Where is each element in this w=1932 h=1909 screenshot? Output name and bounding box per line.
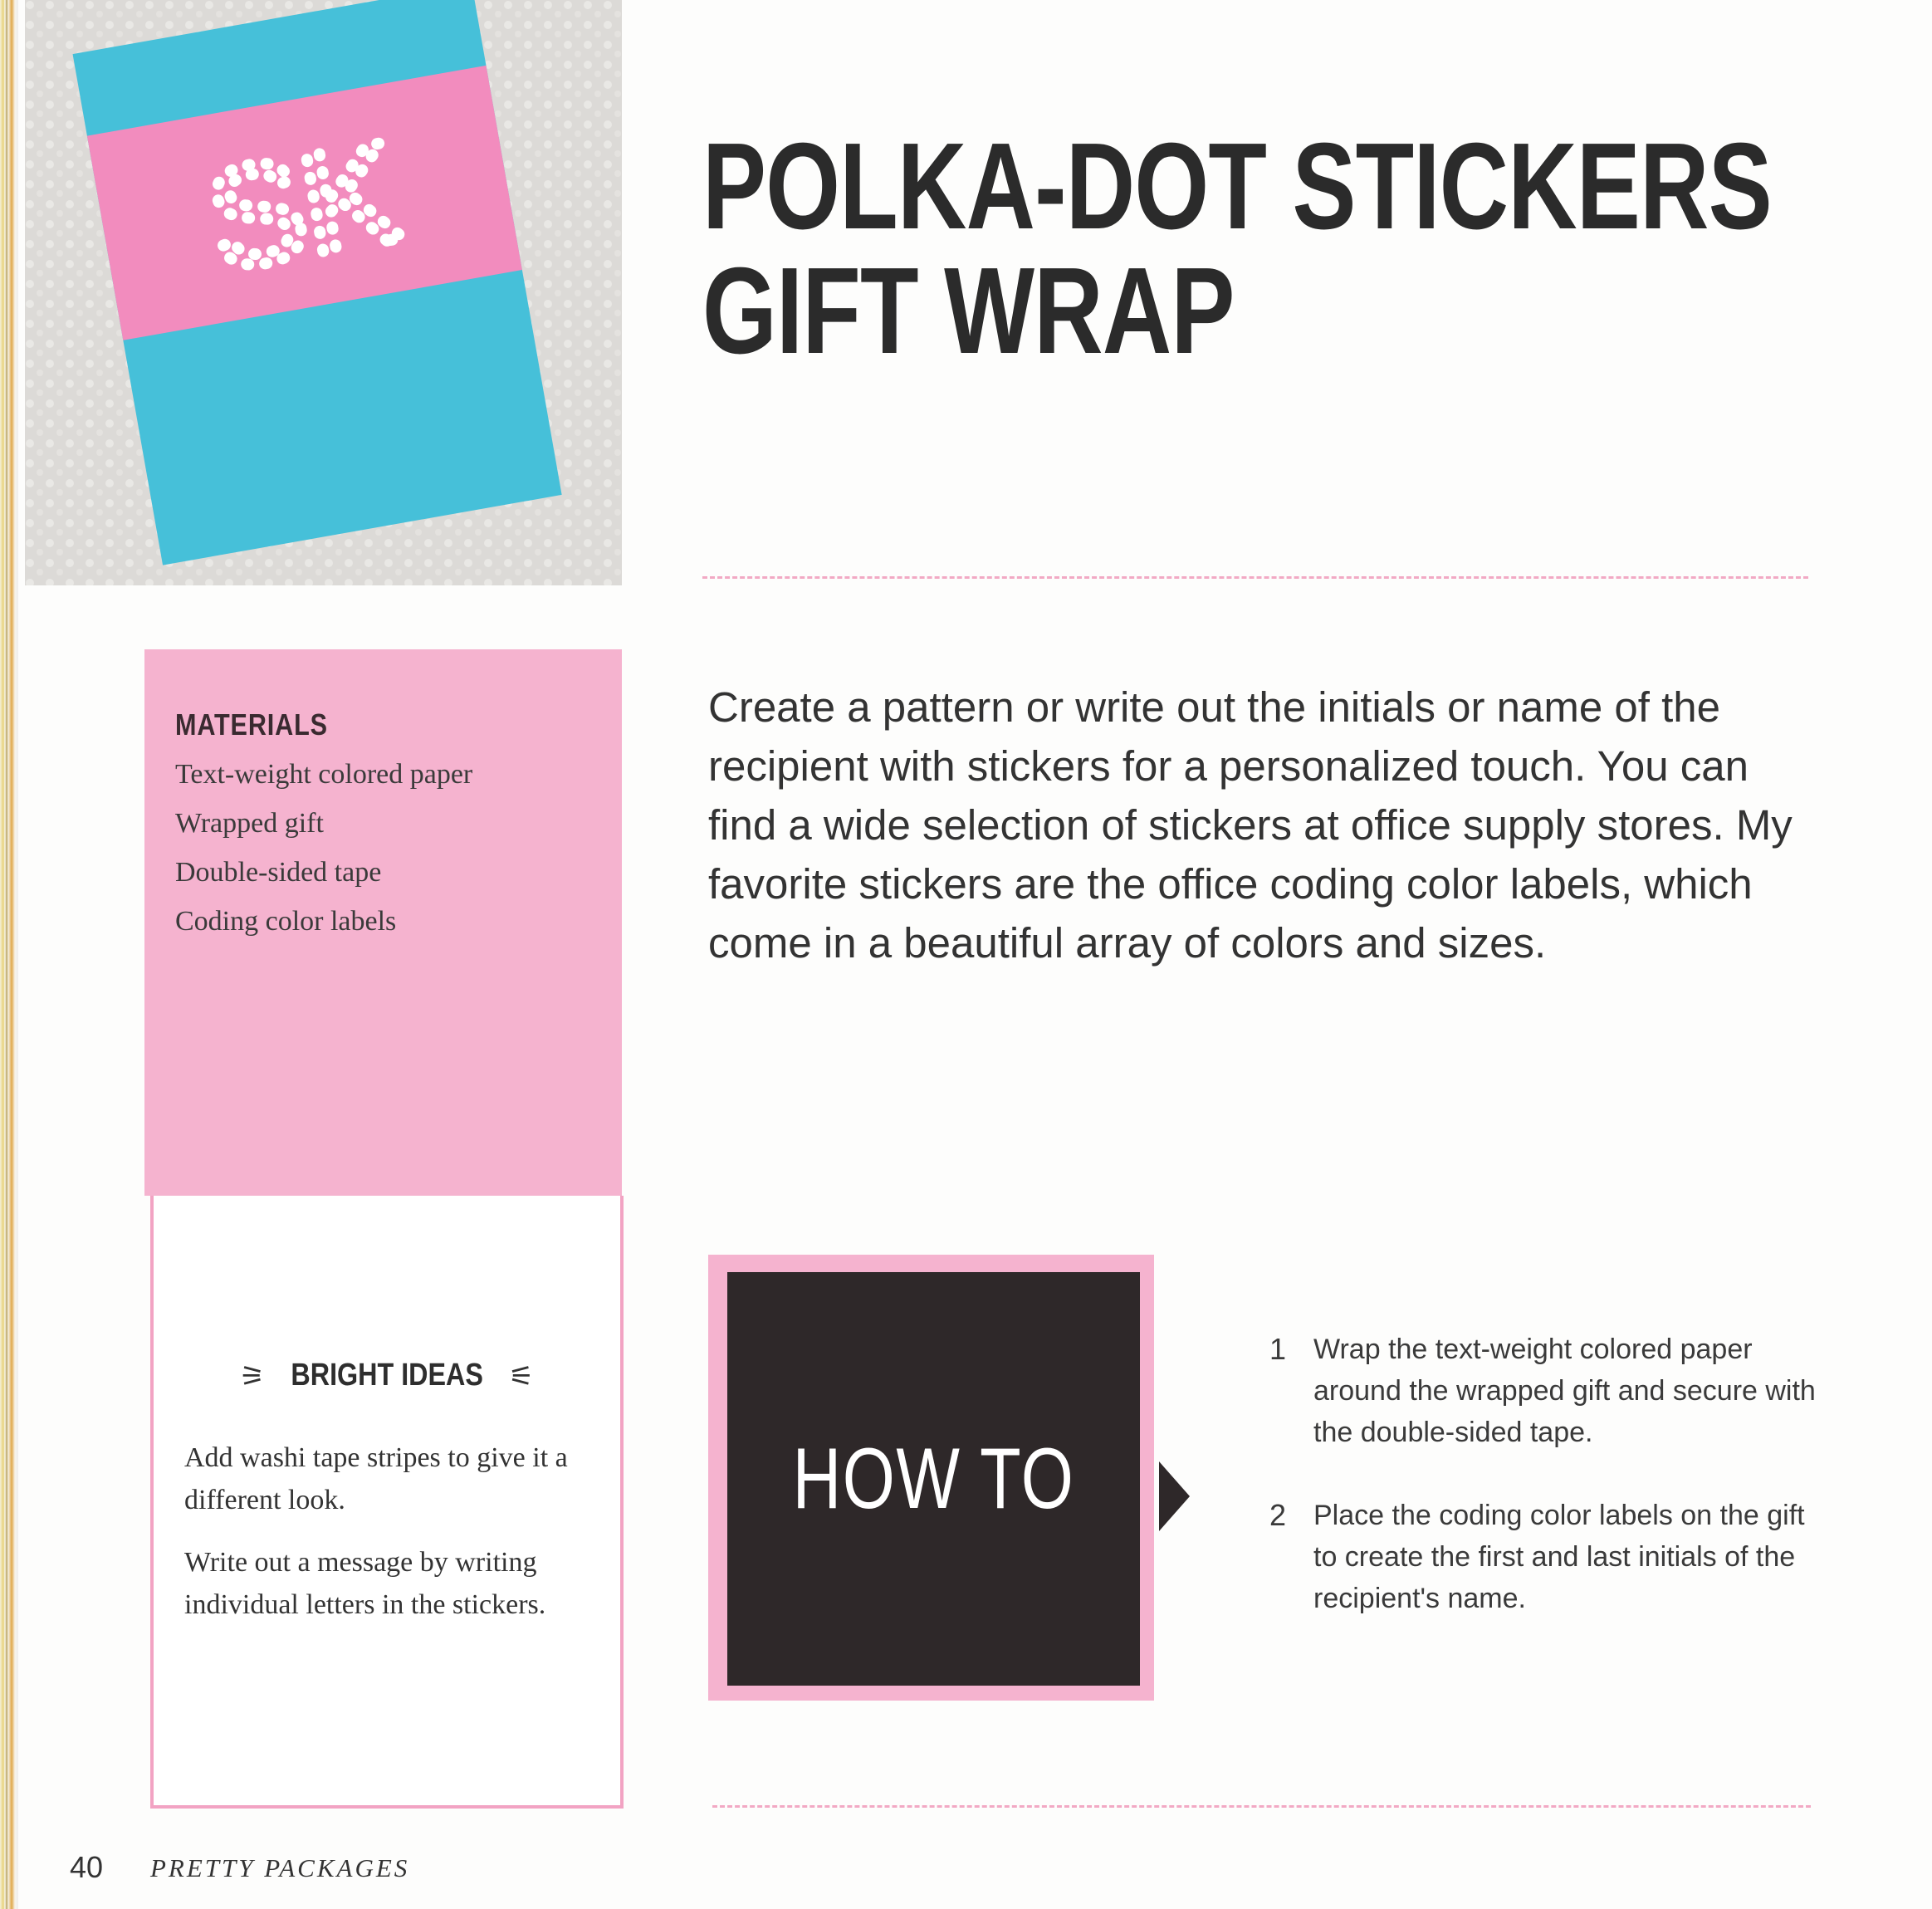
page-title (702, 118, 1772, 379)
steps-list (1269, 1329, 1834, 1661)
gift-photo (25, 0, 622, 585)
bright-ideas-title: BRIGHT IDEAS (291, 1358, 483, 1393)
step-number: 2 (1269, 1498, 1287, 1532)
step-number: 1 (1269, 1332, 1287, 1366)
materials-heading: MATERIALS (175, 707, 328, 742)
title-line-1: POLKA-DOT STICKERS (702, 118, 1772, 255)
how-to-panel (727, 1272, 1140, 1686)
how-to-badge (708, 1255, 1154, 1701)
sparkle-right-icon: ⚟ (508, 1360, 535, 1393)
step-item (1269, 1495, 1834, 1619)
monogram: SK (197, 112, 410, 301)
arrow-right-icon (1159, 1461, 1190, 1531)
materials-box (144, 649, 622, 1196)
step-item (1269, 1329, 1834, 1453)
materials-item: Double-sided tape (175, 857, 382, 888)
step-text: Wrap the text-weight colored paper around the wrapped gift and secure with the double-sided tape. (1313, 1334, 1816, 1448)
step-text: Place the coding color labels on the gift to create the first and last initials of the recipient's name. (1313, 1500, 1805, 1614)
title-line-2: GIFT WRAP (702, 242, 1235, 379)
bright-idea-item: Write out a message by writing individual letters in the stickers. (184, 1547, 546, 1620)
section-title: PRETTY PACKAGES (150, 1853, 410, 1882)
materials-list (175, 759, 472, 955)
materials-item: Text-weight colored paper (175, 759, 473, 790)
materials-item: Wrapped gift (175, 808, 324, 839)
page-edge (0, 0, 18, 1909)
sparkle-left-icon: ⚞ (239, 1360, 266, 1393)
intro-paragraph: Create a pattern or write out the initials or name of the recipient with stickers for a personalized touch. You can find a wide selection of stickers at office supply stores. My favorite stickers are the office coding color labels, which come in a beautiful array of colors and sizes. (708, 683, 1793, 967)
page-number: 40 (70, 1850, 104, 1884)
divider-top (702, 576, 1808, 579)
bright-ideas-heading (154, 1358, 620, 1393)
how-to-label: HOW TO (792, 1431, 1075, 1527)
bright-ideas-box (150, 1196, 624, 1809)
materials-item: Coding color labels (175, 906, 397, 937)
divider-bottom (712, 1805, 1811, 1808)
bright-idea-item: Add washi tape stripes to give it a different look. (184, 1442, 568, 1515)
